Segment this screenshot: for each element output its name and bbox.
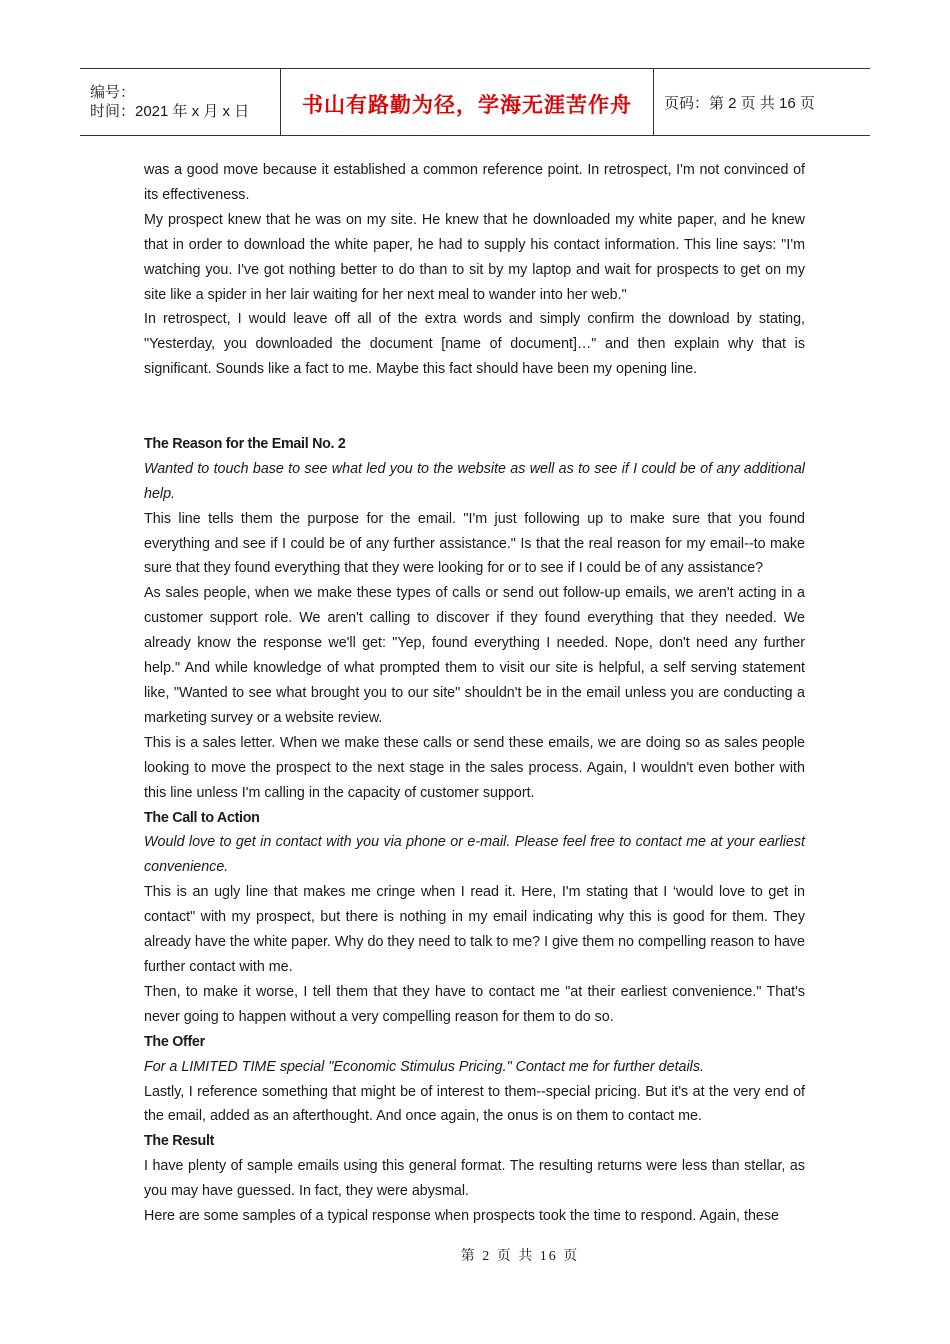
body-paragraph: Then, to make it worse, I tell them that they have to contact me "at their earliest convenience." That's never going to happen without a very compelling reason for them to do so. <box>144 983 805 1025</box>
body-paragraph: This is an ugly line that makes me cringe when I read it. Here, I'm stating that I ‘would love to get in contact" with my prospect, but there is nothing in my email indicating why this is good for them. They already have the white paper. Why do they need to talk to me? I give them no compelling reason to have further contact with me. <box>144 884 805 975</box>
page-footer <box>0 1245 950 1265</box>
header-motto-cell <box>281 69 654 135</box>
body-paragraph: I have plenty of sample emails using this general format. The resulting returns were less than stellar, as you may have guessed. In fact, they were abysmal. <box>144 1158 805 1200</box>
body-paragraph: Lastly, I reference something that might be of interest to them--special pricing. But it's at the very end of the email, added as an afterthought. And once again, the onus is on them to contact me. <box>144 1083 805 1125</box>
section-heading: The Call to Action <box>144 809 260 826</box>
section-heading: The Reason for the Email No. 2 <box>144 435 346 452</box>
paragraph-spacer <box>144 382 805 432</box>
header-motto: 书山有路勤为径，学海无涯苦作舟 <box>302 93 632 117</box>
footer-page-number: 第 2 页 共 16 页 <box>460 1249 580 1264</box>
body-paragraph: This line tells them the purpose for the email. "I'm just following up to make sure that you found everything and see if I could be of any further assistance." Is that the real reason for my email--to make sure that they found everything that they were looking for or to see if I could be of any assistance? <box>144 510 805 577</box>
body-paragraph: was a good move because it established a common reference point. In retrospect, I'm not convinced of its effectiveness. <box>144 162 805 203</box>
document-number-label: 编号： <box>90 84 136 101</box>
header-page-number: 页码：第 2 页 共 16 页 <box>664 94 815 112</box>
quoted-email-line: Wanted to touch base to see what led you to the website as well as to see if I could be of any additional help. <box>144 460 805 502</box>
header-meta <box>80 69 281 135</box>
quoted-email-line: For a LIMITED TIME special "Economic Stimulus Pricing." Contact me for further details. <box>144 1058 704 1075</box>
body-paragraph: This is a sales letter. When we make these calls or send these emails, we are doing so as sales people looking to move the prospect to the next stage in the sales process. Again, I wouldn't even bother with this line unless I'm calling in the capacity of customer support. <box>144 734 805 801</box>
section-heading: The Result <box>144 1133 215 1150</box>
body-paragraph: In retrospect, I would leave off all of the extra words and simply confirm the download by stating, "Yesterday, you downloaded the document [name of document]…" and then explain why that is significant. Sounds like a fact to me. Maybe this fact should have been my opening line. <box>144 311 805 378</box>
body-paragraph: My prospect knew that he was on my site. He knew that he downloaded my white paper, and he knew that in order to download the white paper, he had to supply his contact information. This line says: "I'm watching you. I've got nothing better to do than to sit by my laptop and wait for prospects to get on my site like a spider in her lair waiting for her next meal to wander into her web." <box>144 211 805 303</box>
section-heading: The Offer <box>144 1033 205 1050</box>
page-header <box>80 68 870 136</box>
document-date-label: 时间：2021 年 x 月 x 日 <box>90 103 250 120</box>
header-page-cell <box>654 69 870 135</box>
quoted-email-line: Would love to get in contact with you via phone or e-mail. Please feel free to contact me at your earliest convenience. <box>144 834 805 876</box>
body-paragraph: As sales people, when we make these types of calls or send out follow-up emails, we aren't acting in a customer support role. We aren't calling to discover if they found everything that they needed. We already know the response we'll get: "Yep, found everything I needed. Nope, don't need any further help." And while knowledge of what prompted them to visit our site is helpful, a self serving statement like, "Wanted to see what brought you to our site" shouldn't be in the email unless you are conducting a marketing survey or a website review. <box>144 585 805 726</box>
document-body <box>144 158 805 1229</box>
body-paragraph: Here are some samples of a typical response when prospects took the time to respond. Again, these <box>144 1208 779 1225</box>
